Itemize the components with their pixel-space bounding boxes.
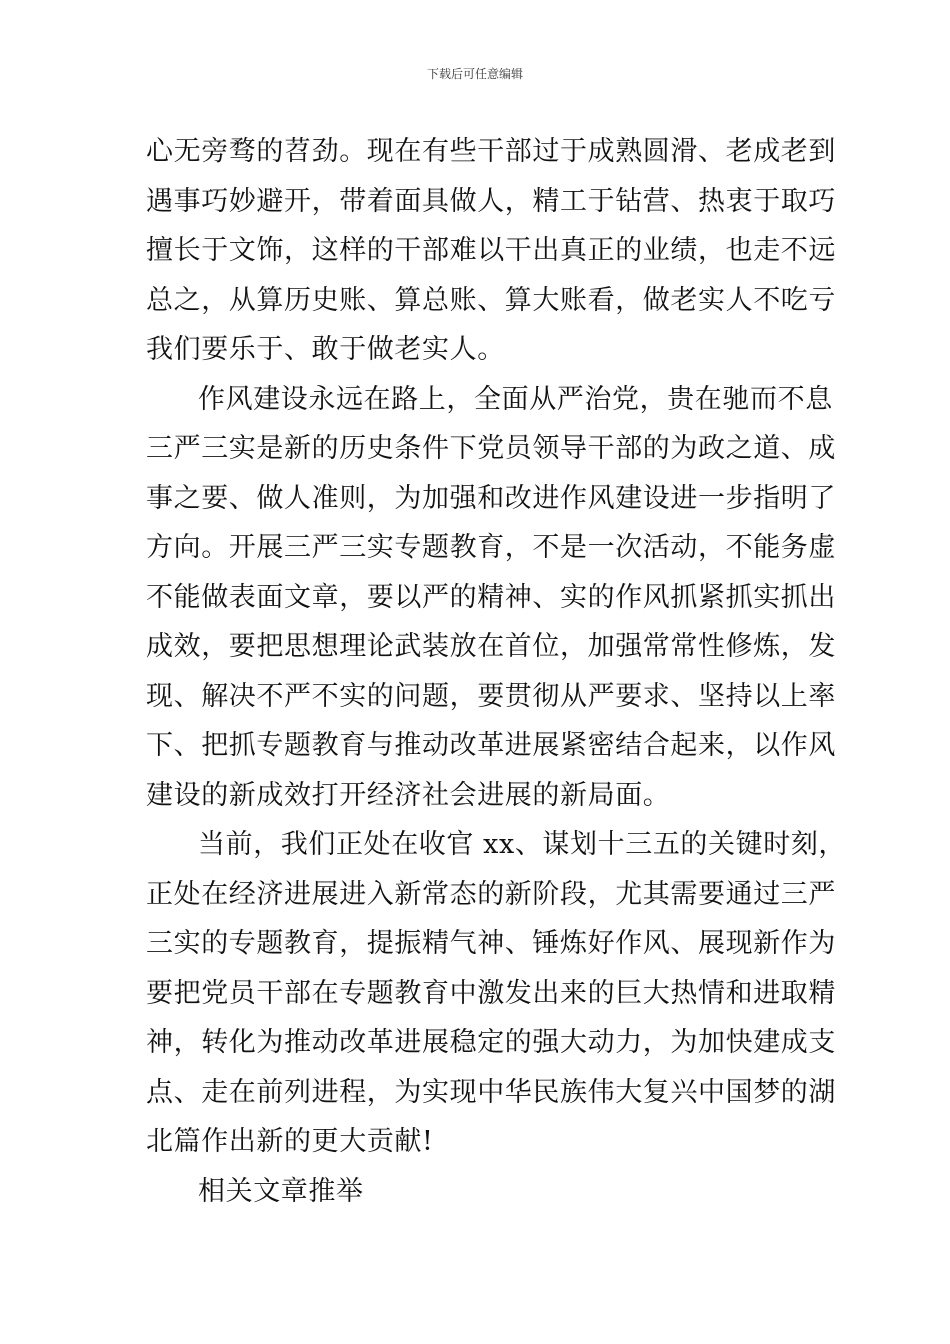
text-line: 方向。开展三严三实专题教育，不是一次活动，不能务虚 <box>146 532 836 563</box>
text-line: 神，转化为推动改革进展稳定的强大动力，为加快建成支 <box>146 1027 836 1058</box>
text-line: 事之要、做人准则，为加强和改进作风建设进一步指明了 <box>146 482 836 514</box>
text-line: 建设的新成效打开经济社会进展的新局面。 <box>146 779 671 811</box>
text-line: 现、解决不严不实的问题，要贯彻从严要求、坚持以上率 <box>146 680 836 712</box>
document-body <box>146 127 847 1216</box>
text-line: 下、把抓专题教育与推动改革进展紧密结合起来，以作风 <box>146 730 836 761</box>
text-line: 遇事巧妙避开，带着面具做人，精工于钻营、热衷于取巧 <box>146 185 836 217</box>
related-articles-heading: 相关文章推举 <box>198 1175 364 1207</box>
text-line: 三实的专题教育，提振精气神、锤炼好作风、展现新作为 <box>146 928 836 959</box>
text-line: 我们要乐于、敢于做老实人。 <box>146 334 505 365</box>
text-line: 心无旁骛的苕劲。现在有些干部过于成熟圆滑、老成老到 <box>146 136 836 167</box>
text-line: 三严三实是新的历史条件下党员领导干部的为政之道、成 <box>146 433 836 464</box>
page-header: 下载后可任意编辑 <box>426 67 523 81</box>
text-line: 要把党员干部在专题教育中激发出来的巨大热情和进取精 <box>146 977 836 1009</box>
paragraph-start-line: 作风建设永远在路上，全面从严治党，贵在驰而不息 <box>198 383 833 415</box>
text-line: 总之，从算历史账、算总账、算大账看，做老实人不吃亏 <box>146 284 836 316</box>
text-line: 正处在经济进展进入新常态的新阶段，尤其需要通过三严 <box>146 878 836 910</box>
text-line: 不能做表面文章，要以严的精神、实的作风抓紧抓实抓出 <box>146 581 836 613</box>
text-line: 北篇作出新的更大贡献! <box>146 1126 434 1157</box>
text-line: 点、走在前列进程，为实现中华民族伟大复兴中国梦的湖 <box>146 1076 836 1108</box>
paragraph-start-line: 当前，我们正处在收官 xx、谋划十三五的关键时刻， <box>198 829 847 860</box>
text-line: 成效，要把思想理论武装放在首位，加强常常性修炼，发 <box>146 631 836 662</box>
text-line: 擅长于文饰，这样的干部难以干出真正的业绩，也走不远 <box>146 235 836 266</box>
